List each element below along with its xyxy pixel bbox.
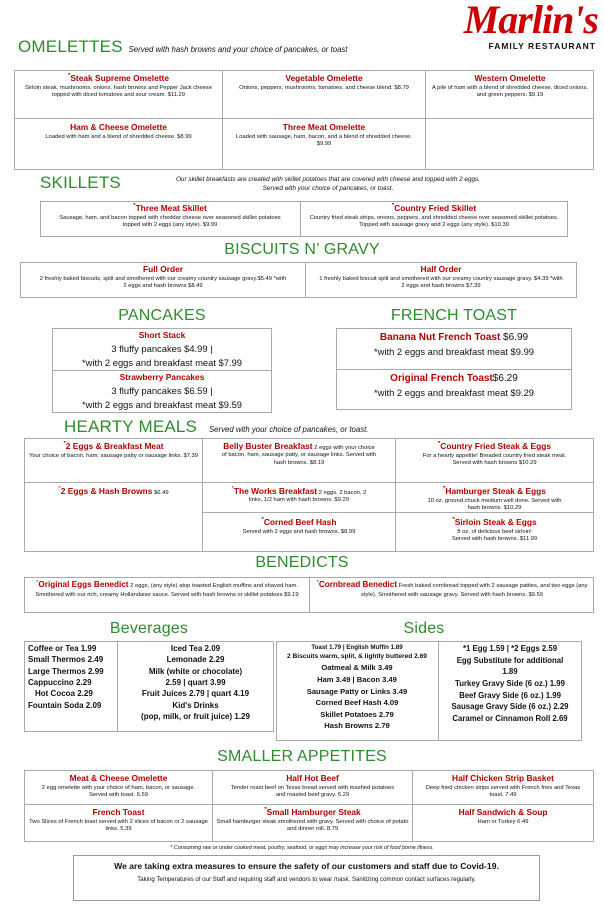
item-name: Belly Buster Breakfast	[223, 441, 313, 451]
item-desc: Small hamburger steak smothered with gravy. Served with choice of potato and dinner roll. 8.79	[216, 818, 409, 833]
star: *	[443, 486, 446, 492]
side-item: 1.89	[502, 667, 518, 677]
beverage-item: Kid's Drinks	[172, 700, 219, 710]
smaller-item-1	[214, 773, 411, 800]
skillets-header	[40, 172, 121, 193]
item-name: Short Stack	[138, 330, 186, 340]
star: *	[452, 517, 455, 523]
item-name: Original French Toast	[390, 373, 493, 384]
item-inline: 2 eggs with your choice	[312, 445, 375, 451]
omelettes-note: Served with hash browns and your choice of pancakes, or toast	[128, 45, 348, 54]
star: *	[437, 441, 441, 447]
side-item: Sausage Gravy Side (6 oz.) 2.29	[451, 702, 569, 712]
side-item: Toast 1.79 | English Muffin 1.89	[311, 644, 403, 651]
star: *	[36, 580, 39, 586]
item-name: Corned Beef Hash	[263, 517, 337, 527]
item-desc: Country fried steak strips, onions, peppers, and shredded cheese over seasoned skillet potatoes. Topped with sausage gravy and 2 eggs (any style). $10.39	[309, 214, 559, 229]
skillets-note-line-1: Our skillet breakfasts are created with skillet potatoes that are covered with cheese and topped with 2 eggs.	[175, 176, 481, 183]
item-name: Steak Supreme Omelette	[70, 73, 170, 83]
beverage-item: Iced Tea 2.09	[170, 644, 221, 653]
item-name: Half Sandwich & Soup	[458, 807, 548, 817]
item-price: $6.99	[500, 332, 529, 343]
french-toast-item-1	[338, 373, 570, 400]
hearty-item-3	[26, 486, 201, 497]
hearty-item-5	[397, 486, 592, 513]
smaller-item-2	[414, 773, 592, 800]
beverage-item: Coffee or Tea 1.99	[28, 644, 97, 653]
omelette-item-2	[428, 73, 592, 100]
skillet-item-1	[302, 203, 566, 230]
item-line-2: *with 2 eggs and breakfast meat $9.99	[374, 345, 534, 357]
star: *	[261, 517, 264, 523]
beverage-item: Lemonade 2.29	[166, 655, 225, 665]
star: *	[231, 486, 234, 492]
item-desc: Your choice of bacon, ham, sausage patty or sausage links. $7.39	[29, 452, 198, 459]
pancake-item-0	[54, 330, 270, 370]
item-line-1: 3 fluffy pancakes $4.99 |	[111, 342, 213, 354]
side-item: Hash Browns 2.79	[324, 721, 390, 731]
item-desc: links, 1/2 ham with hash browns. $9.29	[249, 497, 349, 504]
hearty-item-2	[397, 441, 592, 468]
item-name: Vegetable Omelette	[285, 73, 363, 83]
beverage-item: (pop, milk, or fruit juice) 1.29	[141, 712, 250, 722]
item-name: Hamburger Steak & Eggs	[445, 486, 546, 496]
item-desc: Ham or Turkey 6.49	[477, 818, 529, 825]
omelettes-header	[18, 36, 347, 57]
item-desc: Served with 2 eggs and hash browns. $8.99	[242, 528, 356, 535]
item-name: Western Omelette	[474, 73, 546, 83]
star: *	[391, 203, 395, 209]
star: *	[67, 73, 71, 79]
beverage-item: Fountain Soda 2.09	[28, 700, 102, 710]
biscuit-item-1	[307, 264, 575, 291]
item-desc: 2 egg omelette with your choice of ham, bacon, or sausage. Served with toast. 6.59	[41, 784, 196, 799]
item-desc: Fresh baked cornbread topped with 2 sausage patties, and two eggs (any style). Smothered with sausage gravy. Served with hash browns. $9.59	[361, 583, 588, 598]
beverages-col-1	[28, 643, 116, 711]
smaller-item-4	[214, 807, 411, 834]
item-desc: Two Slices of French toast served with 2 slices of bacon or 2 sausage links. 5.39	[29, 818, 208, 833]
item-desc: 10 oz. ground chuck medium well done. Served with hash browns. $10.29	[427, 497, 562, 512]
side-item: Beef Gravy Side (6 oz.) 1.99	[459, 690, 561, 700]
side-item: Egg Substitute for additional	[456, 655, 564, 665]
beverages-col-2	[119, 643, 272, 723]
skillets-title: SKILLETS	[40, 173, 121, 192]
item-price: $6.29	[492, 373, 518, 384]
item-desc: For a hearty appetite! Breaded country fried steak meal.	[422, 452, 567, 459]
sides-col-2	[440, 643, 580, 725]
star: *	[316, 580, 319, 586]
side-item: Oatmeal & Milk 3.49	[321, 663, 393, 673]
item-name: Country Fried Steak & Eggs	[440, 441, 552, 451]
beverage-item: Large Thermos 2.99	[28, 666, 104, 676]
item-desc: Sausage, ham, and bacon topped with cheddar cheese over seasoned skillet potatoes topped with 2 eggs (any style). $9.99	[59, 214, 281, 229]
beverage-item: Small Thermos 2.49	[28, 655, 104, 665]
biscuit-item-0	[22, 264, 304, 291]
item-name: Three Meat Skillet	[135, 203, 207, 213]
item-desc: A pile of ham with a blend of shredded cheese, diced onions, and green peppers. $9.19	[432, 84, 588, 99]
star: *	[133, 203, 136, 209]
omelettes-title: OMELETTES	[18, 37, 123, 56]
beverages-title: Beverages	[109, 620, 189, 637]
side-item: Sausage Patty or Links 3.49	[306, 686, 408, 696]
sides-title: Sides	[403, 620, 445, 637]
item-name: Banana Nut French Toast	[379, 332, 501, 343]
omelette-item-0	[16, 73, 221, 100]
item-name: Country Fried Skillet	[394, 203, 477, 213]
side-item: 2 Biscuits warm, split, & lightly buttered 2.69	[287, 653, 427, 661]
beverage-item: Milk (white or chocolate)	[148, 666, 243, 676]
benedict-item-1	[312, 580, 592, 599]
item-desc: of bacon, ham, sausage patty, or sausage links. Served with hash browns. $8.19	[221, 452, 377, 466]
skillet-item-0	[42, 203, 298, 230]
brand-name: Marlin's	[463, 0, 598, 42]
item-desc: Tender roast beef on Texas bread served with mashed potatoes and roasted beef gravy. 6.29	[230, 784, 395, 799]
item-name: Strawberry Pancakes	[119, 372, 205, 382]
benedict-item-0	[27, 580, 307, 599]
pancakes-title: PANCAKES	[118, 307, 206, 324]
beverage-item: 2.59 | quart 3.99	[165, 678, 226, 688]
side-item: Caramel or Cinnamon Roll 2.69	[452, 714, 568, 724]
item-name: Full Order	[142, 264, 184, 274]
sides-col-1	[278, 643, 436, 732]
item-desc-2: Served with hash browns. $11.99	[451, 536, 538, 543]
beverage-item: Hot Cocoa 2.29	[35, 689, 93, 699]
french-toast-item-0	[338, 332, 570, 359]
item-name: Half Order	[420, 264, 462, 274]
french-toast-title: FRENCH TOAST	[390, 307, 518, 324]
hearty-item-6	[204, 517, 394, 536]
beverage-item: Fruit Juices 2.79 | quart 4.19	[141, 689, 250, 699]
brand-logo	[428, 0, 598, 52]
benedicts-title: BENEDICTS	[255, 554, 349, 571]
side-item: Corned Beef Hash 4.09	[315, 698, 399, 708]
item-desc: Sirloin steak, mushrooms, onions, hash browns and Pepper Jack cheese topped with diced tomatoes and sour cream. $11.29	[25, 84, 212, 99]
star: *	[264, 807, 267, 813]
hearty-item-4	[204, 486, 394, 505]
smaller-item-3	[26, 807, 211, 834]
skillets-note	[118, 176, 538, 194]
item-desc: Onions, peppers, mushrooms, tomatoes, and cheese blend. $8.79	[239, 84, 409, 91]
hearty-note: Served with your choice of pancakes, or toast.	[208, 425, 369, 434]
item-name: Small Hamburger Steak	[266, 807, 361, 817]
item-desc: 2 eggs, (any style) atop toasted English muffins and shaved ham. Smothered with our rich, creamy Hollandaise sauce. Served with hash browns or skillet potatoes $9.19	[35, 583, 299, 598]
item-desc-2: Served with hash browns $10.29	[452, 460, 537, 467]
item-desc: Loaded with ham and a blend of shredded cheese. $8.99	[45, 133, 192, 140]
item-name: Half Hot Beef	[286, 773, 339, 783]
item-desc: Loaded with sausage, ham, bacon, and a blend of shredded cheese. $9.99	[236, 133, 412, 148]
omelette-item-1	[226, 73, 422, 92]
brand-tagline: FAMILY RESTAURANT	[488, 41, 596, 51]
side-item: Ham 3.49 | Bacon 3.49	[317, 674, 397, 684]
item-name: Original Eggs Benedict	[38, 580, 129, 589]
item-name: Cornbread Benedict	[318, 580, 398, 589]
item-name: Ham & Cheese Omelette	[70, 122, 167, 132]
item-line-2: *with 2 eggs and breakfast meat $7.99	[82, 356, 242, 368]
disclaimer: * Consuming raw or under cooked meat, poultry, seafood, or eggs may increase your risk of food borne illness.	[170, 845, 434, 851]
hearty-header	[64, 416, 368, 437]
side-item: Skillet Potatoes 2.79	[320, 709, 394, 719]
pancake-item-1	[54, 372, 270, 412]
skillets-note-line-2: Served with your choice of pancakes, or toast.	[262, 184, 394, 192]
item-line-2: *with 2 eggs and breakfast meat $9.59	[82, 398, 242, 410]
item-desc: Deep fried chicken strips served with French fries and Texas toast. 7.49	[425, 784, 581, 799]
omelette-item-4	[226, 122, 422, 149]
item-name: Sirloin Steak & Eggs	[454, 517, 537, 527]
item-inline: 2 eggs, 2 bacon, 2	[317, 490, 367, 496]
covid-line-1: We are taking extra measures to ensure the safety of our customers and staff due to Covid-19.	[114, 861, 499, 871]
item-name: Three Meat Omelette	[282, 122, 366, 132]
hearty-item-1	[204, 441, 394, 467]
item-desc: 1 freshly baked biscuit split and smothered with our creamy country sausage gravy. $4.39 *with 2 eggs and hash browns $7.39	[319, 275, 563, 290]
hearty-item-7	[397, 517, 592, 544]
biscuits-title: BISCUITS N’ GRAVY	[224, 241, 380, 258]
smaller-item-0	[26, 773, 211, 800]
item-name: Meat & Cheese Omelette	[69, 773, 168, 783]
item-name: 2 Eggs & Hash Browns	[60, 486, 153, 496]
item-line-2: *with 2 eggs and breakfast meat $9.29	[374, 386, 534, 398]
item-name: French Toast	[92, 807, 145, 817]
omelette-item-3	[16, 122, 221, 141]
item-inline: $6.49	[152, 490, 169, 496]
item-name: 2 Eggs & Breakfast Meat	[65, 441, 164, 451]
smaller-title: SMALLER APPETITES	[217, 748, 387, 765]
item-name: The Works Breakfast	[233, 486, 318, 496]
smaller-item-5	[414, 807, 592, 826]
item-desc: 2 freshly baked biscuits, split and smothered with our creamy country sausage gravy.$5.49 *with 2 eggs and hash browns $8.49	[39, 275, 287, 290]
side-item: *1 Egg 1.59 | *2 Eggs 2.59	[462, 644, 558, 653]
covid-line-2: Taking Temperatures of our Staff and requiring staff and vendors to wear mask. Sanitizing common contact surfaces regularly.	[137, 876, 476, 883]
hearty-item-0	[26, 441, 201, 460]
beverage-item: Cappuccino 2.29	[28, 678, 92, 688]
star: *	[63, 441, 66, 447]
item-desc: 8 oz. of delicious beef sirloin!	[457, 528, 532, 535]
hearty-title: HEARTY MEALS	[64, 417, 198, 436]
item-line-1: 3 fluffy pancakes $6.59 |	[111, 384, 213, 396]
side-item: Turkey Gravy Side (6 oz.) 1.99	[455, 679, 565, 689]
star: *	[58, 486, 61, 492]
item-name: Half Chicken Strip Basket	[452, 773, 554, 783]
